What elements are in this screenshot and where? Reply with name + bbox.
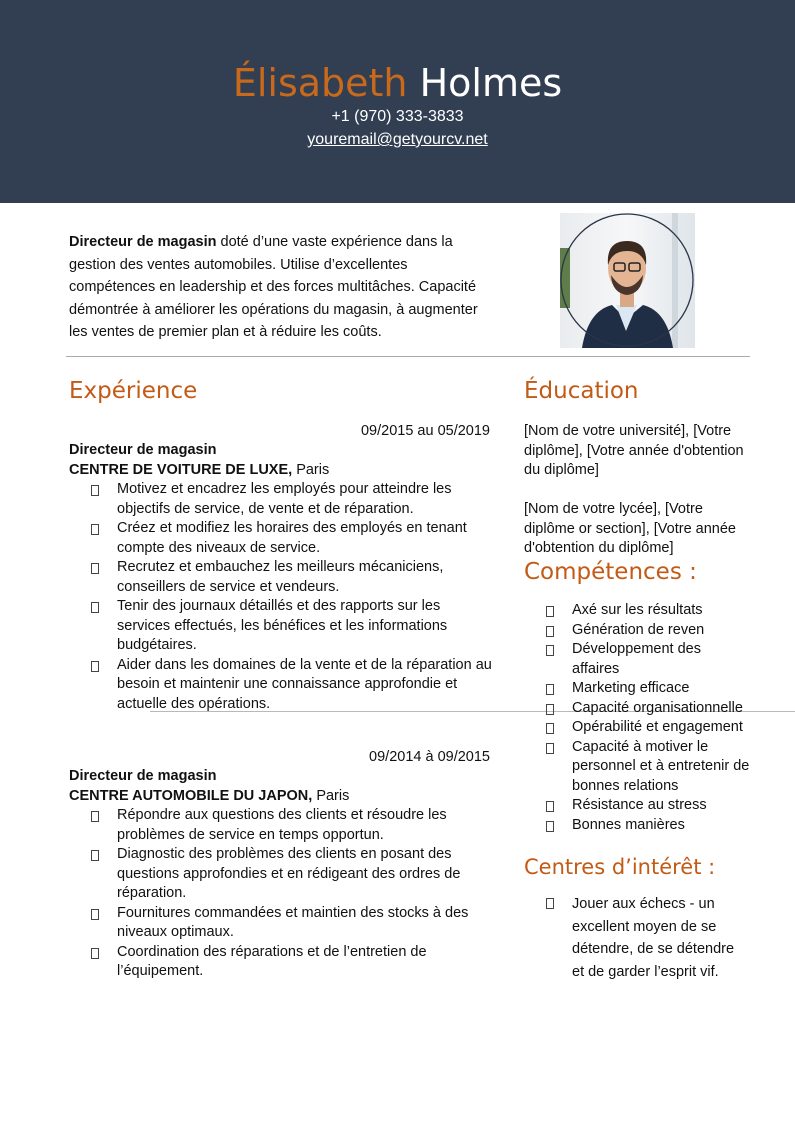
bullet-icon [91,948,99,959]
job-title: Directeur de magasin [69,768,217,784]
list-item [524,796,764,816]
bullet-icon [546,684,554,695]
list-item [69,597,494,656]
duty-text: Fournitures commandées et maintien des stocks à des niveaux optimaux. [117,904,469,940]
bullet-icon [91,602,99,613]
bullet-icon [91,661,99,672]
duty-text: Créez et modifiez les horaires des employés en tenant compte des niveaux de service. [117,520,467,556]
bullet-icon [546,898,554,909]
skill-text: Capacité à motiver le personnel et à entretenir de bonnes relations [572,738,750,794]
interest-text: Jouer aux échecs - un excellent moyen de se détendre, de se détendre et de garder l’esprit vif. [572,896,735,980]
education-heading: Éducation [524,378,639,404]
duty-text: Motivez et encadrez les employés pour atteindre les objectifs de service, de vente et de réparation. [117,481,452,517]
list-item [69,480,494,519]
list-item [69,558,494,597]
summary-role: Directeur de magasin [69,234,217,250]
list-item [524,718,764,738]
bullet-icon [546,606,554,617]
bullet-icon [91,909,99,920]
section-divider [66,356,750,357]
list-item [524,699,764,719]
company-name: CENTRE DE VOITURE DE LUXE, [69,461,293,478]
job-duties-list [69,480,494,714]
company-city: Paris [292,461,330,478]
profile-photo [560,213,695,348]
job-header [69,441,329,480]
bullet-icon [546,743,554,754]
job-header [69,767,349,806]
list-item [524,679,764,699]
candidate-name [0,60,795,106]
education-entry: [Nom de votre université], [Votre diplôme], [Votre année d'obtention du diplôme] [524,423,744,478]
job-company [69,787,349,807]
job-dates: 09/2015 au 05/2019 [360,423,490,439]
skill-text: Capacité organisationnelle [572,699,743,716]
list-item [69,806,494,845]
job-company [69,461,329,481]
education-entry: [Nom de votre lycée], [Votre diplôme or section], [Votre année d'obtention du diplôme] [524,501,736,556]
experience-heading: Expérience [69,378,198,404]
bullet-icon [546,645,554,656]
skill-text: Résistance au stress [572,797,707,813]
interests-list [524,893,746,983]
bullet-icon [91,850,99,861]
list-item [69,943,494,982]
bullet-icon [91,485,99,496]
list-item [69,519,494,558]
interests-heading: Centres d’intérêt : [524,855,716,879]
bullet-icon [546,626,554,637]
email-link[interactable]: youremail@getyourcv.net [307,131,488,148]
duty-text: Tenir des journaux détaillés et des rapports sur les services effectués, les bénéfices et les informations budgétaires. [117,598,448,653]
bullet-icon [546,801,554,812]
list-item [69,904,494,943]
bullet-icon [91,811,99,822]
list-item [524,601,764,621]
company-name: CENTRE AUTOMOBILE DU JAPON, [69,787,313,804]
skill-text: Marketing efficace [572,680,690,696]
skill-text: Bonnes manières [572,816,685,833]
duty-text: Répondre aux questions des clients et résoudre les problèmes de service en temps opportun. [117,807,447,843]
bullet-icon [91,563,99,574]
header-banner [0,0,795,203]
list-item [524,816,764,836]
duty-text: Diagnostic des problèmes des clients en posant des questions approfondies et en rédigeant des ordres de réparation. [117,846,461,901]
phone-number: +1 (970) 333-3833 [331,108,464,125]
skill-text: Développement des affaires [572,641,701,677]
skill-text: Génération de reven [572,621,705,638]
list-item [524,893,746,983]
company-city: Paris [312,787,350,804]
list-item [524,621,764,641]
bullet-icon [546,821,554,832]
duty-text: Recrutez et embauchez les meilleurs mécaniciens, conseillers de service et vendeurs. [117,559,444,595]
skill-text: Opérabilité et engagement [572,719,743,735]
profile-summary [69,231,494,344]
duty-text: Coordination des réparations et de l’entretien de l’équipement. [117,943,427,979]
bullet-icon [546,723,554,734]
duty-text: Aider dans les domaines de la vente et de la réparation au besoin et maintenir une connaissance approfondie et actuelle des opérations. [117,656,492,712]
job-dates: 09/2014 à 09/2015 [369,749,490,765]
list-item [69,656,494,715]
skills-heading: Compétences : [524,559,697,585]
job-duties-list [69,806,494,982]
list-item [524,738,767,797]
skills-list [524,601,764,835]
list-item [524,640,722,679]
job-title: Directeur de magasin [69,442,217,458]
first-name: Élisabeth [232,61,408,105]
bullet-icon [91,524,99,535]
summary-text: doté d’une vaste expérience dans la gestion des ventes automobiles. Utilise d’excellentes compétences en leadership et des forces multitâches. Capacité démontrée à améliorer les opérations du magasin, à augmenter les ventes de premier plan et à réduire les coûts. [69,234,478,340]
bullet-icon [546,704,554,715]
last-name: Holmes [419,61,563,105]
list-item [69,845,494,904]
skill-text: Axé sur les résultats [572,602,703,618]
